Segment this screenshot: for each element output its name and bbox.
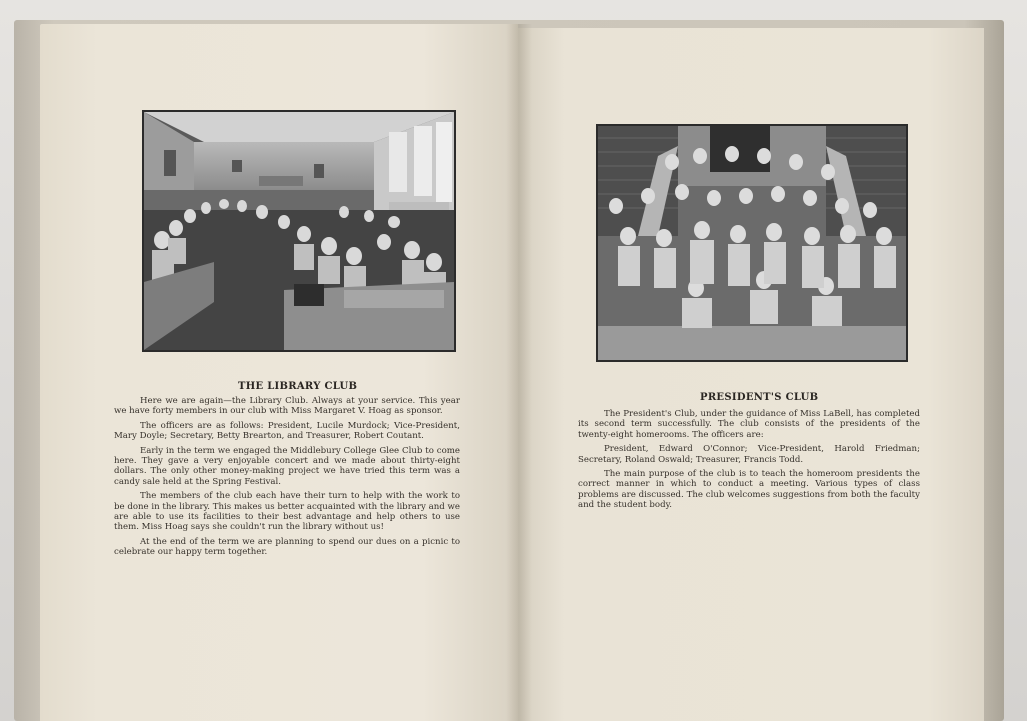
- library-club-photo: [142, 110, 456, 352]
- presidents-club-text: [578, 409, 920, 515]
- library-club-paragraph: The officers are as follows: President, Lucile Murdock; Vice-President, Mary Doyle; Secretary, Betty Brearton, and Treasurer, Robert Coutant.: [114, 420, 460, 442]
- presidents-club-paragraph: The main purpose of the club is to teach the homeroom presidents the correct manner in which to conduct a meeting. Various types of class problems are discussed. The club welcomes suggestions from both the faculty and the student body.: [578, 469, 920, 511]
- presidents-club-paragraph: President, Edward O'Connor; Vice-President, Harold Friedman; Secretary, Roland Oswald; Treasurer, Francis Todd.: [578, 444, 920, 465]
- presidents-club-heading: PRESIDENT'S CLUB: [700, 392, 819, 403]
- library-club-paragraph: The members of the club each have their turn to help with the work to be done in the library. This makes us better acquainted with the library and we are able to use its facilities to their best advantage and help others to use them. Miss Hoag says she couldn't run the library without us!: [114, 491, 460, 533]
- library-club-text: [114, 396, 460, 562]
- book-gutter: [506, 24, 532, 721]
- library-club-paragraph: Early in the term we engaged the Middlebury College Glee Club to come here. They gave a very enjoyable concert and we made about thirty-eight dollars. The only other money-making project we have tried this term was a candy sale held at the Spring Festival.: [114, 445, 460, 487]
- library-club-heading: THE LIBRARY CLUB: [238, 381, 358, 392]
- library-club-paragraph: At the end of the term we are planning to spend our dues on a picnic to celebrate our happy term together.: [114, 536, 460, 558]
- library-club-paragraph: Here we are again—the Library Club. Always at your service. This year we have forty members in our club with Miss Margaret V. Hoag as sponsor.: [114, 396, 460, 417]
- presidents-club-paragraph: The President's Club, under the guidance of Miss LaBell, has completed its second term successfully. The club consists of the presidents of the twenty-eight homerooms. The officers are:: [578, 409, 920, 440]
- presidents-club-photo: [596, 124, 908, 362]
